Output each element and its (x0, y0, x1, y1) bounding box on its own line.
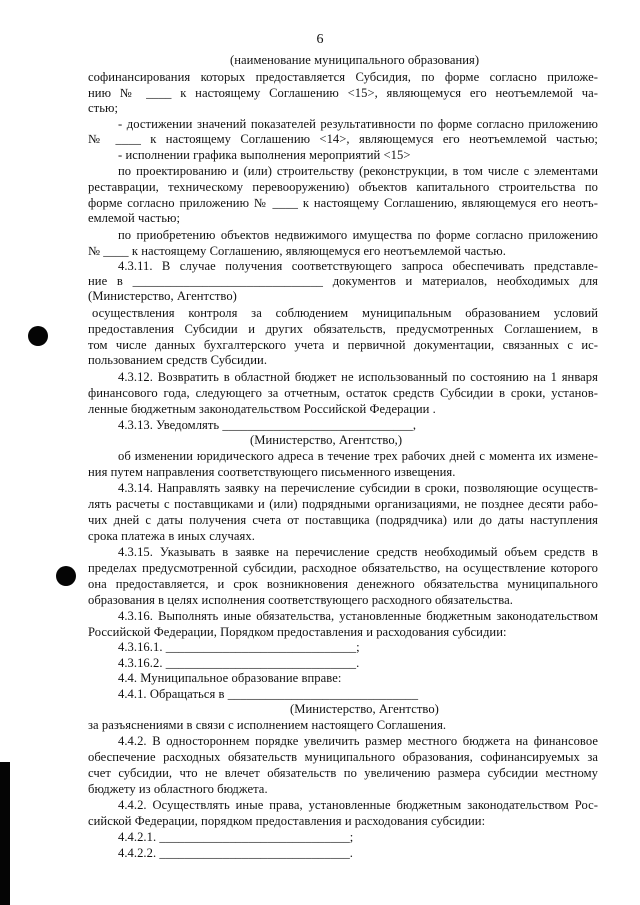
text-line: (Министерство, Агентство) (290, 702, 439, 716)
text-line: 4.3.13. Уведомлять ______________________________, (118, 418, 417, 432)
text-line: она предоставляется, и срок возникновения денежного обязательства муниципального (88, 577, 598, 591)
text-line: 4.4.2.1. ______________________________; (118, 830, 354, 844)
text-line: (Министерство, Агентство,) (250, 433, 403, 447)
text-line: ние в ______________________________ документов и материалов, необходимых для (88, 274, 598, 288)
text-line: осуществления контроля за соблюдением муниципальным образованием условий (92, 306, 598, 320)
text-line: ленные бюджетным законодательством Российской Федерации . (88, 402, 436, 416)
text-line: 4.4.2.2. ______________________________. (118, 846, 353, 860)
text-line: за разъяснениями в связи с исполнением настоящего Соглашения. (88, 718, 447, 732)
text-line: лять расчеты с поставщиками и (или) подрядными организациями, не позднее десяти рабо- (88, 497, 598, 511)
text-line: 4.3.16.1. ______________________________; (118, 640, 360, 654)
text-line: 4.4.1. Обращаться в ______________________________ (118, 687, 419, 701)
text-line: обеспечение расходных обязательств муниципального образования, софинансируемых за (88, 750, 598, 764)
text-line: по проектированию и (или) строительству (реконструкции, в том числе с элементами (118, 164, 598, 178)
text-line: 4.3.15. Указывать в заявке на перечисление средств необходимый объем средств в (118, 545, 598, 559)
text-line: 4.3.11. В случае получения соответствующего запроса обеспечивать представле- (118, 259, 598, 273)
text-line: (наименование муниципального образования) (230, 53, 480, 67)
text-line: реставрации, техническому перевооружению) объектов капитального строительства по (88, 180, 598, 194)
page-number: 6 (316, 32, 324, 47)
text-line: бюджету из областного бюджета. (88, 782, 268, 796)
text-line: по приобретению объектов недвижимого имущества по форме согласно приложению (118, 228, 598, 242)
text-line: Российской Федерации, Порядком предоставления и расходования субсидии: (88, 625, 507, 639)
text-line: счет субсидии, что не влечет обязательств по увеличению размера субсидии местному (88, 766, 598, 780)
text-line: сийской Федерации, порядком предоставления и расходования субсидии: (88, 814, 486, 828)
punch-hole-bottom (56, 566, 76, 586)
text-line: 4.4.2. Осуществлять иные права, установленные бюджетным законодательством Рос- (118, 798, 598, 812)
text-line: № ____ к настоящему Соглашению <14>, являющемуся его неотъемлемой частью; (88, 132, 598, 146)
text-line: 4.4.2. В одностороннем порядке увеличить размер местного бюджета на финансовое (118, 734, 598, 748)
text-line: № ____ к настоящему Соглашению, являющемуся его неотъемлемой частью. (88, 244, 506, 258)
text-line: 4.4. Муниципальное образование вправе: (118, 671, 342, 685)
text-line: стью; (88, 101, 118, 115)
text-line: - исполнении графика выполнения мероприятий <15> (118, 148, 411, 162)
text-line: (Министерство, Агентство) (88, 289, 237, 303)
text-line: образования в целях исполнения соответствующего расходного обязательства. (88, 593, 513, 607)
text-line: 4.3.12. Возвратить в областной бюджет не использованный по состоянию на 1 января (118, 370, 598, 384)
text-line: предоставления Субсидии и других обязательств, предусмотренных Соглашением, в (88, 322, 598, 336)
text-line: 4.3.14. Направлять заявку на перечисление субсидии в сроки, позволяющие осуществ- (118, 481, 598, 495)
text-line: срока платежа в иных случаях. (88, 529, 255, 543)
text-line: емлемой частью; (88, 211, 181, 225)
punch-hole-top (28, 326, 48, 346)
text-line: том числе данных бухгалтерского учета и первичной документации, связанных с ис- (88, 338, 598, 352)
text-line: ния путем направления соответствующего письменного извещения. (88, 465, 456, 479)
text-line: об изменении юридического адреса в течение трех рабочих дней с момента их измене- (118, 449, 598, 463)
text-line: нию № ____ к настоящему Соглашению <15>, являющемуся его неотъемлемой ча- (88, 86, 598, 100)
text-line: 4.3.16. Выполнять иные обязательства, установленные бюджетным законодательством (118, 609, 598, 623)
text-line: форме согласно приложению № ____ к настоящему Соглашению, являющемуся его неотъ- (88, 196, 598, 210)
text-line: софинансирования которых предоставляется Субсидия, по форме согласно приложе- (88, 70, 598, 84)
text-line: 4.3.16.2. ______________________________. (118, 656, 360, 670)
scan-edge-bar (0, 762, 10, 905)
text-line: чих дней с даты получения счета от поставщика (подрядчика) или до даты наступления (88, 513, 598, 527)
text-line: пользованием средств Субсидии. (88, 353, 268, 367)
text-line: - достижении значений показателей результативности по форме согласно приложению (118, 117, 598, 131)
text-line: пределах предусмотренной субсидии, расходное обязательство, на осуществление которого (88, 561, 598, 575)
text-line: финансового года, следующего за отчетным, остаток средств Субсидии в сроки, установ- (88, 386, 598, 400)
